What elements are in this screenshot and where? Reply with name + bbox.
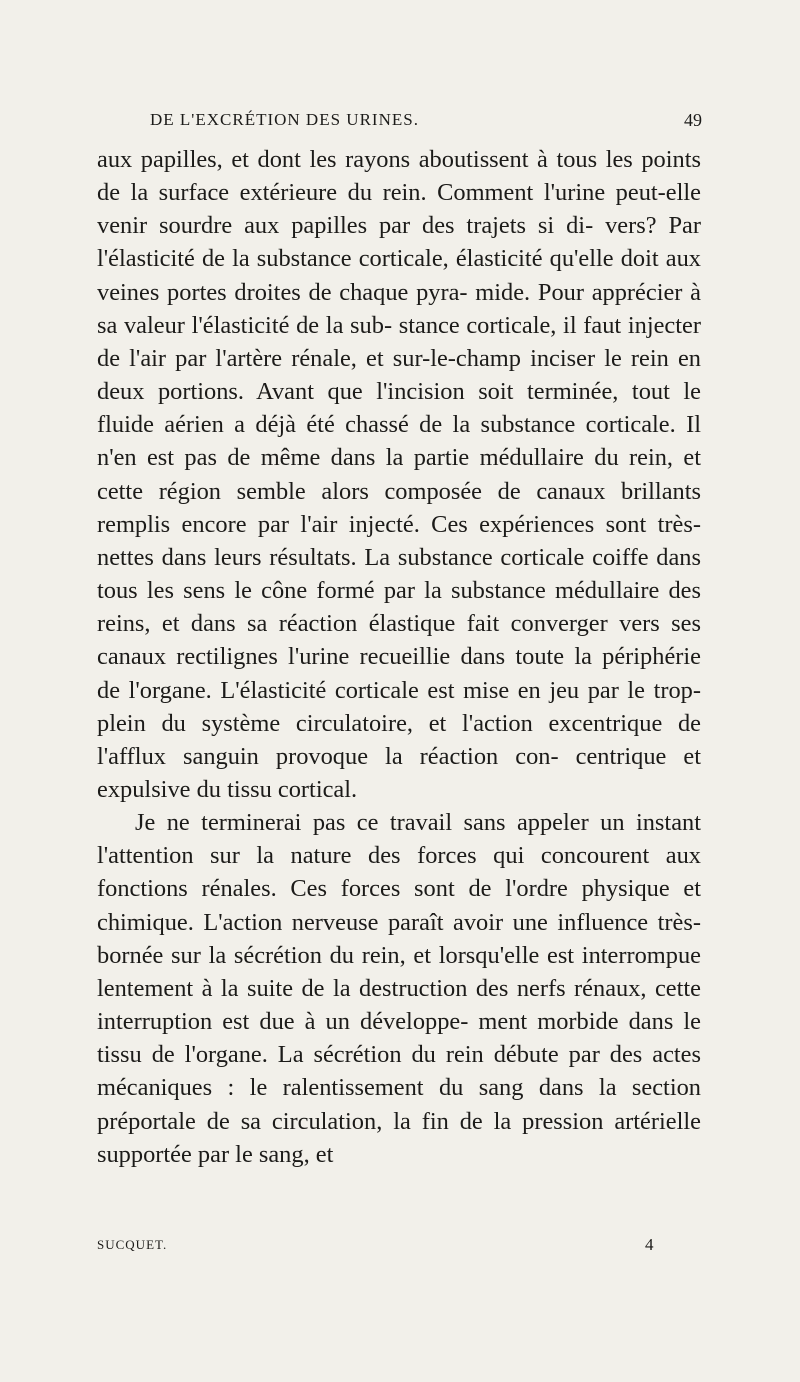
printer-signature: SUCQUET. xyxy=(97,1237,168,1252)
sheet-number: 4 xyxy=(645,1235,654,1254)
running-head xyxy=(0,110,800,140)
body-text xyxy=(97,143,701,1171)
page-footer xyxy=(0,1237,800,1261)
paragraph-1: aux papilles, et dont les rayons aboutissent à tous les points de la surface extérieure du rein. Comment l'urine peut-elle venir sourdre aux papilles par des trajets si di- vers? Par l'élasticité de la substance corticale, élasticité qu'elle doit aux veines portes droites de chaque pyra- mide. Pour apprécier à sa valeur l'élasticité de la sub- stance corticale, il faut injecter de l'air par l'artère rénale, et sur-le-champ inciser le rein en deux portions. Avant que l'incision soit terminée, tout le fluide aérien a déjà été chassé de la substance corticale. Il n'en est pas de même dans la partie médullaire du rein, et cette région semble alors composée de canaux brillants remplis encore par l'air injecté. Ces expériences sont très-nettes dans leurs résultats. La substance corticale coiffe dans tous les sens le cône formé par la substance médullaire des reins, et dans sa réaction élastique fait converger vers ses canaux rectilignes l'urine recueillie dans toute la périphérie de l'organe. L'élasticité corticale est mise en jeu par le trop-plein du système circulatoire, et l'action excentrique de l'afflux sanguin provoque la réaction con- centrique et expulsive du tissu cortical. xyxy=(97,146,701,803)
running-title: DE L'EXCRÉTION DES URINES. xyxy=(150,110,419,129)
paragraph-2: Je ne terminerai pas ce travail sans appeler un instant l'attention sur la nature des forces qui concourent aux fonctions rénales. Ces forces sont de l'ordre physique et chimique. L'action nerveuse paraît avoir une influence très-bornée sur la sécrétion du rein, et lorsqu'elle est interrompue lentement à la suite de la destruction des nerfs rénaux, cette interruption est due à un développe- ment morbide dans le tissu de l'organe. La sécrétion du rein débute par des actes mécaniques : le ralentissement du sang dans la section préportale de sa circulation, la fin de la pression artérielle supportée par le sang, et xyxy=(97,809,701,1168)
page-number: 49 xyxy=(684,110,702,130)
